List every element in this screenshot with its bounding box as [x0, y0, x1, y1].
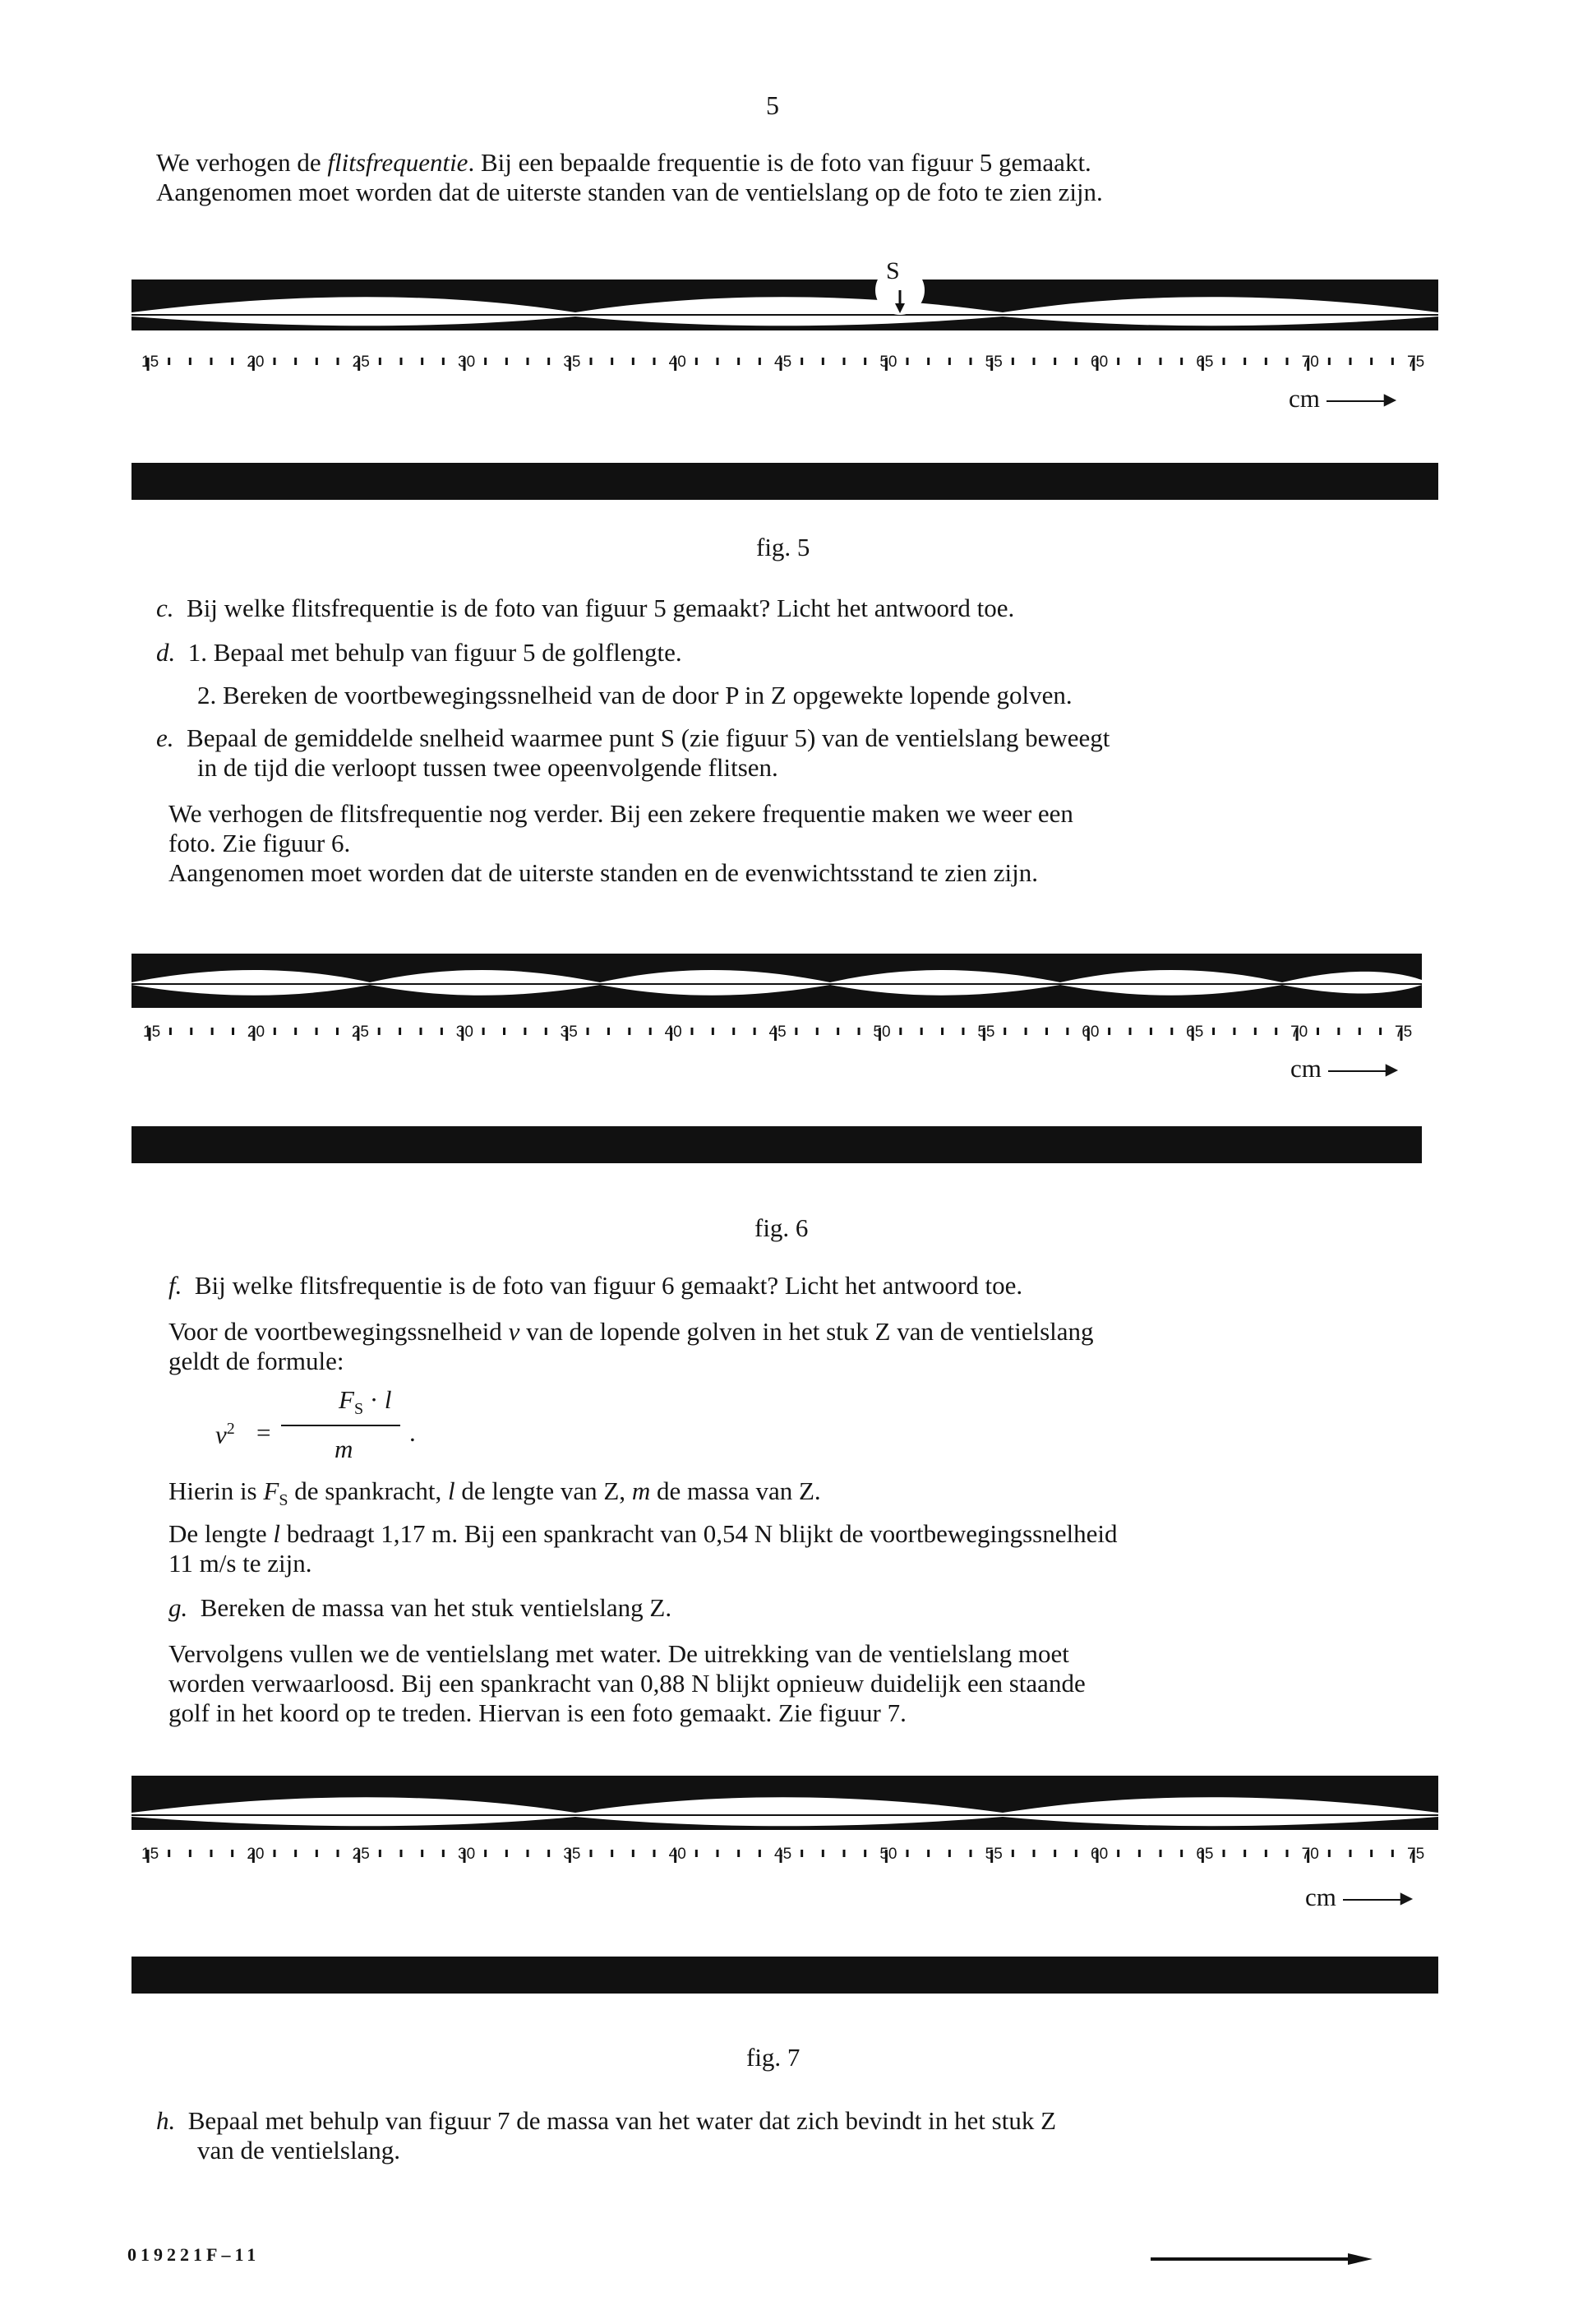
point-s-label: S: [886, 257, 900, 284]
figure-7-caption: fig. 7: [746, 2043, 801, 2072]
formula-velocity: [215, 1385, 462, 1476]
question-h: h. Bepaal met behulp van figuur 7 de massa van het water dat zich bevindt in het stuk Z: [156, 2106, 1057, 2135]
figure-7: [132, 1767, 1438, 2014]
question-g: g. Bereken de massa van het stuk ventielslang Z.: [168, 1593, 672, 1622]
question-h-line-2: van de ventielslang.: [197, 2136, 401, 2165]
ruler-label: 30: [455, 1023, 473, 1041]
ruler-label: 75: [1407, 353, 1425, 371]
ruler-label: 60: [1091, 353, 1109, 371]
question-e-line-2: in de tijd die verloopt tussen twee opeenvolgende flitsen.: [197, 753, 778, 782]
ruler-label: 15: [141, 353, 159, 371]
para5-line-3: golf in het koord op te treden. Hiervan is een foto gemaakt. Zie figuur 7.: [168, 1698, 907, 1727]
formula-denominator: m: [335, 1435, 353, 1463]
formula-fraction-bar: [281, 1425, 400, 1426]
unit-label-7: cm ▸: [1305, 1883, 1414, 1911]
ruler-label: 65: [1196, 353, 1214, 371]
figure-6-photo: [132, 945, 1422, 1192]
formula-numerator: $F_S \cdot l$: [339, 1385, 392, 1419]
question-f: f. Bij welke flitsfrequentie is de foto van figuur 6 gemaakt? Licht het antwoord toe.: [168, 1271, 1023, 1300]
ruler-label: 50: [873, 1023, 891, 1041]
question-d: d. 1. Bepaal met behulp van figuur 5 de golflengte.: [156, 638, 682, 667]
para2-line-2: foto. Zie figuur 6.: [168, 829, 351, 857]
footer-code: 019221F–11: [127, 2244, 261, 2265]
para4-line-3: 11 m/s te zijn.: [168, 1549, 312, 1578]
ruler-label: 30: [458, 1846, 476, 1863]
ruler-label: 55: [977, 1023, 995, 1041]
ruler-label: 75: [1395, 1023, 1413, 1041]
ruler-label: 25: [352, 353, 370, 371]
ruler-label: 50: [879, 1846, 897, 1863]
next-page-arrow-icon: [1151, 2251, 1373, 2267]
ruler-label: 40: [664, 1023, 682, 1041]
question-d2: 2. Bereken de voortbewegingssnelheid van de door P in Z opgewekte lopende golven.: [197, 681, 1073, 709]
question-e: e. Bepaal de gemiddelde snelheid waarmee punt S (zie figuur 5) van de ventielslang beweegt: [156, 723, 1110, 752]
ruler-label: 65: [1186, 1023, 1204, 1041]
ruler-label: 15: [143, 1023, 161, 1041]
ruler-label: 25: [351, 1023, 369, 1041]
ruler-label: 25: [352, 1846, 370, 1863]
para4-line-2: De lengte l bedraagt 1,17 m. Bij een spankracht van 0,54 N blijkt de voortbewegingssnelheid: [168, 1519, 1118, 1548]
para2-line-1: We verhogen de flitsfrequentie nog verder. Bij een zekere frequentie maken we weer een: [168, 799, 1073, 828]
intro-line-1: We verhogen de flitsfrequentie. Bij een bepaalde frequentie is de foto van figuur 5 gemaakt.: [156, 148, 1091, 177]
formula-end: .: [409, 1418, 416, 1447]
para4-line-1: Hierin is $F_S$ de spankracht, l de lengte van Z, m de massa van Z.: [168, 1476, 821, 1510]
ruler-label: 70: [1301, 1846, 1319, 1863]
figure-7-photo: [132, 1767, 1438, 2014]
question-c: c. Bij welke flitsfrequentie is de foto van figuur 5 gemaakt? Licht het antwoord toe.: [156, 594, 1015, 622]
para3-line-2: geldt de formule:: [168, 1347, 344, 1375]
figure-6-caption: fig. 6: [754, 1213, 809, 1242]
ruler-label: 40: [668, 1846, 686, 1863]
ruler-label: 40: [668, 353, 686, 371]
ruler-label: 15: [141, 1846, 159, 1863]
ruler-label: 35: [563, 1846, 581, 1863]
ruler-label: 75: [1407, 1846, 1425, 1863]
ruler-label: 45: [768, 1023, 787, 1041]
ruler-label: 20: [247, 1023, 265, 1041]
para5-line-2: worden verwaarloosd. Bij een spankracht van 0,88 N blijkt opnieuw duidelijk een staande: [168, 1669, 1086, 1698]
ruler-label: 55: [985, 1846, 1003, 1863]
page-number: 5: [766, 90, 779, 120]
ruler-label: 45: [774, 353, 792, 371]
ruler-label: 60: [1082, 1023, 1100, 1041]
ruler-label: 20: [247, 353, 265, 371]
para5-line-1: Vervolgens vullen we de ventielslang met water. De uitrekking van de ventielslang moet: [168, 1639, 1069, 1668]
standing-wave-envelope-7: [132, 1797, 1438, 1826]
unit-label-6: cm ▸: [1290, 1054, 1399, 1083]
ruler-label: 70: [1290, 1023, 1308, 1041]
figure-5: [132, 257, 1438, 514]
figure-5-caption: fig. 5: [756, 533, 810, 561]
intro-line-2: Aangenomen moet worden dat de uiterste standen van de ventielslang op de foto te zien zijn.: [156, 178, 1103, 206]
formula-lhs: $v^2$: [215, 1420, 235, 1449]
ruler-label: 50: [879, 353, 897, 371]
para2-line-3: Aangenomen moet worden dat de uiterste standen en de evenwichtsstand te zien zijn.: [168, 858, 1038, 887]
ruler-label: 65: [1196, 1846, 1214, 1863]
ruler-label: 35: [563, 353, 581, 371]
para3-line-1: Voor de voortbewegingssnelheid v van de lopende golven in het stuk Z van de ventielslang: [168, 1317, 1094, 1346]
figure-5-photo: [132, 267, 1438, 514]
unit-label-5: cm ▸: [1289, 384, 1397, 413]
ruler-label: 30: [458, 353, 476, 371]
figure-6: [132, 945, 1422, 1192]
standing-wave-envelope-5: [132, 297, 1438, 326]
ruler-label: 60: [1091, 1846, 1109, 1863]
ruler-label: 35: [560, 1023, 578, 1041]
formula-equals: =: [256, 1418, 271, 1447]
ruler-label: 55: [985, 353, 1003, 371]
ruler-label: 45: [774, 1846, 792, 1863]
ruler-label: 20: [247, 1846, 265, 1863]
ruler-label: 70: [1301, 353, 1319, 371]
